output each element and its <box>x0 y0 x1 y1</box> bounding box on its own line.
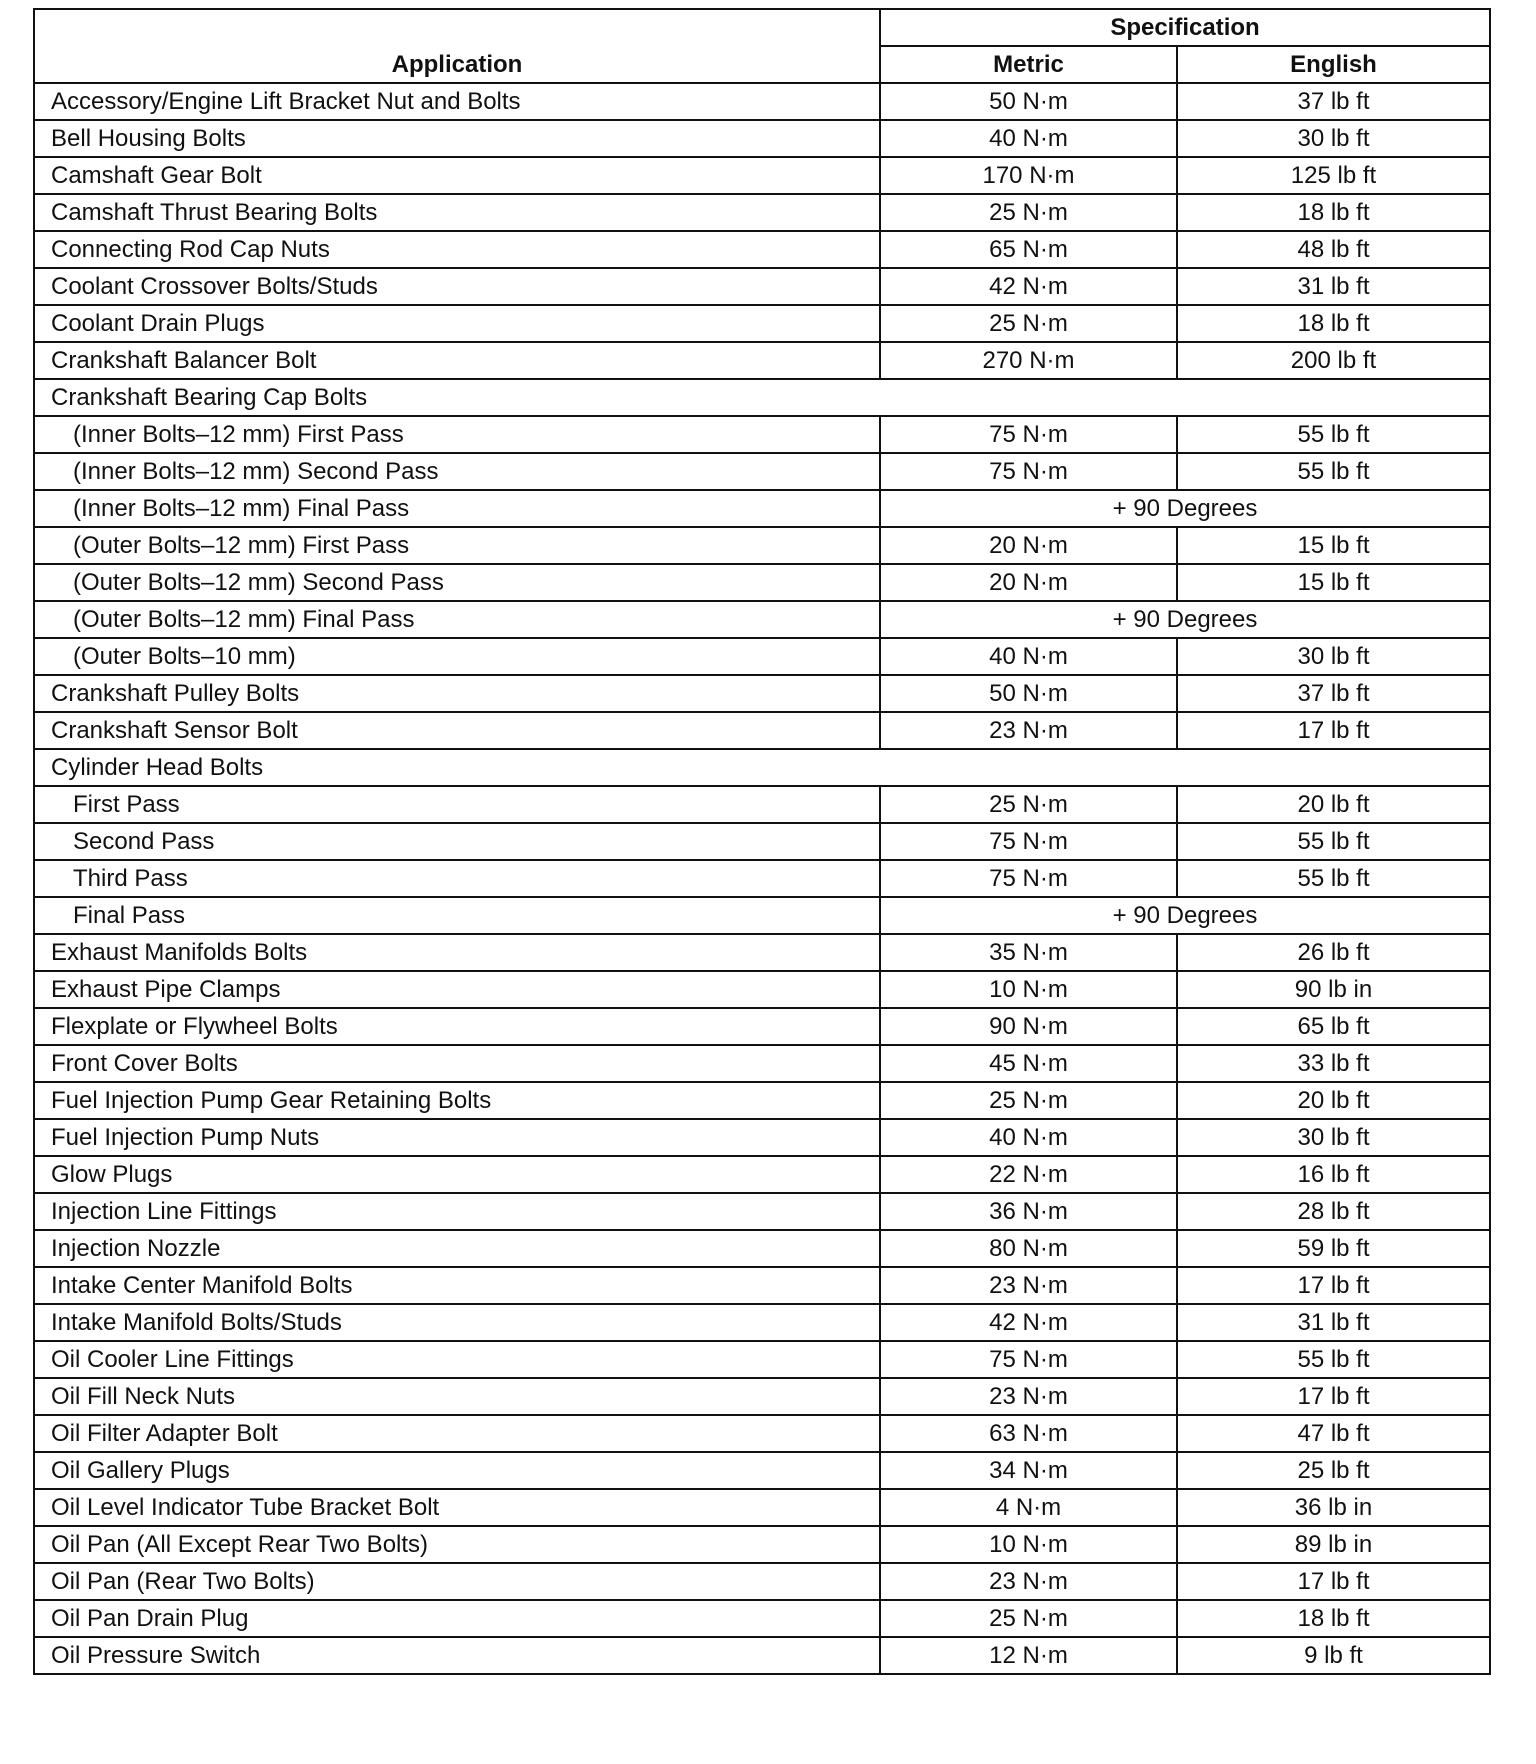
metric-cell: 75 N·m <box>880 823 1177 860</box>
application-cell: Oil Fill Neck Nuts <box>34 1378 880 1415</box>
application-cell: Exhaust Manifolds Bolts <box>34 934 880 971</box>
table-row <box>34 823 1490 860</box>
table-row <box>34 1341 1490 1378</box>
metric-cell: 25 N·m <box>880 786 1177 823</box>
application-cell: Front Cover Bolts <box>34 1045 880 1082</box>
metric-cell: 40 N·m <box>880 638 1177 675</box>
table-row <box>34 1489 1490 1526</box>
english-cell: 16 lb ft <box>1177 1156 1490 1193</box>
application-cell: (Inner Bolts–12 mm) Second Pass <box>34 453 880 490</box>
metric-cell: 80 N·m <box>880 1230 1177 1267</box>
application-cell: Oil Pan (All Except Rear Two Bolts) <box>34 1526 880 1563</box>
metric-cell: 42 N·m <box>880 1304 1177 1341</box>
metric-cell: 23 N·m <box>880 1378 1177 1415</box>
application-cell: (Outer Bolts–12 mm) Second Pass <box>34 564 880 601</box>
application-cell: Coolant Crossover Bolts/Studs <box>34 268 880 305</box>
metric-cell: 75 N·m <box>880 416 1177 453</box>
english-cell: 125 lb ft <box>1177 157 1490 194</box>
application-cell: Fuel Injection Pump Gear Retaining Bolts <box>34 1082 880 1119</box>
table-row <box>34 860 1490 897</box>
application-cell: Injection Line Fittings <box>34 1193 880 1230</box>
english-cell: 90 lb in <box>1177 971 1490 1008</box>
english-cell: 200 lb ft <box>1177 342 1490 379</box>
application-cell: Fuel Injection Pump Nuts <box>34 1119 880 1156</box>
application-cell: Bell Housing Bolts <box>34 120 880 157</box>
english-cell: 55 lb ft <box>1177 1341 1490 1378</box>
table-row <box>34 934 1490 971</box>
table-row <box>34 1008 1490 1045</box>
application-cell: Final Pass <box>34 897 880 934</box>
english-cell: 48 lb ft <box>1177 231 1490 268</box>
english-header: English <box>1177 46 1490 83</box>
table-row <box>34 120 1490 157</box>
english-cell: 55 lb ft <box>1177 860 1490 897</box>
application-cell: Intake Center Manifold Bolts <box>34 1267 880 1304</box>
metric-cell: 34 N·m <box>880 1452 1177 1489</box>
english-cell: 17 lb ft <box>1177 1378 1490 1415</box>
english-cell: 17 lb ft <box>1177 1267 1490 1304</box>
english-cell: 37 lb ft <box>1177 675 1490 712</box>
metric-cell: 25 N·m <box>880 1082 1177 1119</box>
english-cell: 26 lb ft <box>1177 934 1490 971</box>
table-row <box>34 194 1490 231</box>
table-row <box>34 675 1490 712</box>
english-cell: 37 lb ft <box>1177 83 1490 120</box>
application-cell: Intake Manifold Bolts/Studs <box>34 1304 880 1341</box>
metric-cell: 25 N·m <box>880 1600 1177 1637</box>
metric-cell: 50 N·m <box>880 83 1177 120</box>
table-row <box>34 971 1490 1008</box>
metric-cell: 20 N·m <box>880 527 1177 564</box>
application-cell: Crankshaft Sensor Bolt <box>34 712 880 749</box>
application-cell: (Inner Bolts–12 mm) Final Pass <box>34 490 880 527</box>
metric-cell: 10 N·m <box>880 971 1177 1008</box>
metric-cell: 65 N·m <box>880 231 1177 268</box>
english-cell: 59 lb ft <box>1177 1230 1490 1267</box>
metric-cell: 10 N·m <box>880 1526 1177 1563</box>
metric-cell: 40 N·m <box>880 1119 1177 1156</box>
application-cell: Injection Nozzle <box>34 1230 880 1267</box>
table-row <box>34 1415 1490 1452</box>
metric-cell: 20 N·m <box>880 564 1177 601</box>
application-cell: Oil Cooler Line Fittings <box>34 1341 880 1378</box>
table-row <box>34 342 1490 379</box>
application-cell: Accessory/Engine Lift Bracket Nut and Bolts <box>34 83 880 120</box>
english-cell: 55 lb ft <box>1177 453 1490 490</box>
angle-spec-cell: + 90 Degrees <box>880 897 1490 934</box>
english-cell: 9 lb ft <box>1177 1637 1490 1674</box>
table-section-row <box>34 749 1490 786</box>
table-row <box>34 1563 1490 1600</box>
section-spacer-cell <box>880 749 1490 786</box>
application-cell: Flexplate or Flywheel Bolts <box>34 1008 880 1045</box>
table-row <box>34 1267 1490 1304</box>
application-cell: Coolant Drain Plugs <box>34 305 880 342</box>
application-cell: Camshaft Gear Bolt <box>34 157 880 194</box>
application-cell: Oil Filter Adapter Bolt <box>34 1415 880 1452</box>
application-cell: First Pass <box>34 786 880 823</box>
angle-spec-cell: + 90 Degrees <box>880 601 1490 638</box>
table-row <box>34 601 1490 638</box>
english-cell: 31 lb ft <box>1177 268 1490 305</box>
english-cell: 20 lb ft <box>1177 1082 1490 1119</box>
english-cell: 15 lb ft <box>1177 527 1490 564</box>
angle-spec-cell: + 90 Degrees <box>880 490 1490 527</box>
english-cell: 30 lb ft <box>1177 638 1490 675</box>
english-cell: 15 lb ft <box>1177 564 1490 601</box>
application-cell: Oil Pressure Switch <box>34 1637 880 1674</box>
table-row <box>34 1304 1490 1341</box>
table-row <box>34 527 1490 564</box>
english-cell: 20 lb ft <box>1177 786 1490 823</box>
table-row <box>34 453 1490 490</box>
application-cell: Oil Pan (Rear Two Bolts) <box>34 1563 880 1600</box>
table-body <box>34 83 1490 1674</box>
application-cell: Camshaft Thrust Bearing Bolts <box>34 194 880 231</box>
english-cell: 65 lb ft <box>1177 1008 1490 1045</box>
table-row <box>34 564 1490 601</box>
english-cell: 89 lb in <box>1177 1526 1490 1563</box>
header-row-top <box>34 9 1490 46</box>
application-cell: Crankshaft Bearing Cap Bolts <box>34 379 880 416</box>
english-cell: 47 lb ft <box>1177 1415 1490 1452</box>
application-cell: (Inner Bolts–12 mm) First Pass <box>34 416 880 453</box>
metric-cell: 45 N·m <box>880 1045 1177 1082</box>
metric-cell: 23 N·m <box>880 1563 1177 1600</box>
application-cell: Second Pass <box>34 823 880 860</box>
metric-cell: 270 N·m <box>880 342 1177 379</box>
table-row <box>34 712 1490 749</box>
english-cell: 17 lb ft <box>1177 712 1490 749</box>
metric-cell: 75 N·m <box>880 860 1177 897</box>
english-cell: 18 lb ft <box>1177 194 1490 231</box>
table-row <box>34 1452 1490 1489</box>
table-row <box>34 638 1490 675</box>
application-cell: Glow Plugs <box>34 1156 880 1193</box>
table-row <box>34 305 1490 342</box>
table-row <box>34 1119 1490 1156</box>
table-row <box>34 1526 1490 1563</box>
application-cell: (Outer Bolts–12 mm) Final Pass <box>34 601 880 638</box>
table-row <box>34 897 1490 934</box>
table-row <box>34 1378 1490 1415</box>
english-cell: 18 lb ft <box>1177 305 1490 342</box>
metric-cell: 25 N·m <box>880 194 1177 231</box>
english-cell: 33 lb ft <box>1177 1045 1490 1082</box>
application-cell: Exhaust Pipe Clamps <box>34 971 880 1008</box>
table-row <box>34 1082 1490 1119</box>
english-cell: 55 lb ft <box>1177 823 1490 860</box>
metric-cell: 42 N·m <box>880 268 1177 305</box>
application-cell: (Outer Bolts–12 mm) First Pass <box>34 527 880 564</box>
english-cell: 30 lb ft <box>1177 120 1490 157</box>
application-cell: (Outer Bolts–10 mm) <box>34 638 880 675</box>
application-cell: Crankshaft Pulley Bolts <box>34 675 880 712</box>
metric-header: Metric <box>880 46 1177 83</box>
table-row <box>34 1156 1490 1193</box>
table-row <box>34 1045 1490 1082</box>
english-cell: 36 lb in <box>1177 1489 1490 1526</box>
metric-cell: 50 N·m <box>880 675 1177 712</box>
metric-cell: 63 N·m <box>880 1415 1177 1452</box>
application-cell: Crankshaft Balancer Bolt <box>34 342 880 379</box>
table-row <box>34 83 1490 120</box>
application-cell: Third Pass <box>34 860 880 897</box>
english-cell: 25 lb ft <box>1177 1452 1490 1489</box>
metric-cell: 23 N·m <box>880 712 1177 749</box>
table-row <box>34 231 1490 268</box>
metric-cell: 90 N·m <box>880 1008 1177 1045</box>
table-row <box>34 1600 1490 1637</box>
table-row <box>34 1637 1490 1674</box>
english-cell: 55 lb ft <box>1177 416 1490 453</box>
torque-spec-table <box>33 8 1491 1675</box>
metric-cell: 40 N·m <box>880 120 1177 157</box>
application-cell: Cylinder Head Bolts <box>34 749 880 786</box>
metric-cell: 4 N·m <box>880 1489 1177 1526</box>
metric-cell: 12 N·m <box>880 1637 1177 1674</box>
application-cell: Oil Pan Drain Plug <box>34 1600 880 1637</box>
metric-cell: 25 N·m <box>880 305 1177 342</box>
table-row <box>34 157 1490 194</box>
table-row <box>34 490 1490 527</box>
table-row <box>34 786 1490 823</box>
table-header <box>34 9 1490 83</box>
table-row <box>34 1230 1490 1267</box>
table-row <box>34 1193 1490 1230</box>
metric-cell: 36 N·m <box>880 1193 1177 1230</box>
english-cell: 18 lb ft <box>1177 1600 1490 1637</box>
english-cell: 31 lb ft <box>1177 1304 1490 1341</box>
table-row <box>34 416 1490 453</box>
application-header: Application <box>34 9 880 83</box>
metric-cell: 23 N·m <box>880 1267 1177 1304</box>
application-cell: Oil Level Indicator Tube Bracket Bolt <box>34 1489 880 1526</box>
application-cell: Oil Gallery Plugs <box>34 1452 880 1489</box>
english-cell: 17 lb ft <box>1177 1563 1490 1600</box>
section-spacer-cell <box>880 379 1490 416</box>
metric-cell: 170 N·m <box>880 157 1177 194</box>
metric-cell: 35 N·m <box>880 934 1177 971</box>
table-section-row <box>34 379 1490 416</box>
metric-cell: 75 N·m <box>880 453 1177 490</box>
application-cell: Connecting Rod Cap Nuts <box>34 231 880 268</box>
metric-cell: 75 N·m <box>880 1341 1177 1378</box>
metric-cell: 22 N·m <box>880 1156 1177 1193</box>
english-cell: 28 lb ft <box>1177 1193 1490 1230</box>
specification-header: Specification <box>880 9 1490 46</box>
english-cell: 30 lb ft <box>1177 1119 1490 1156</box>
table-row <box>34 268 1490 305</box>
